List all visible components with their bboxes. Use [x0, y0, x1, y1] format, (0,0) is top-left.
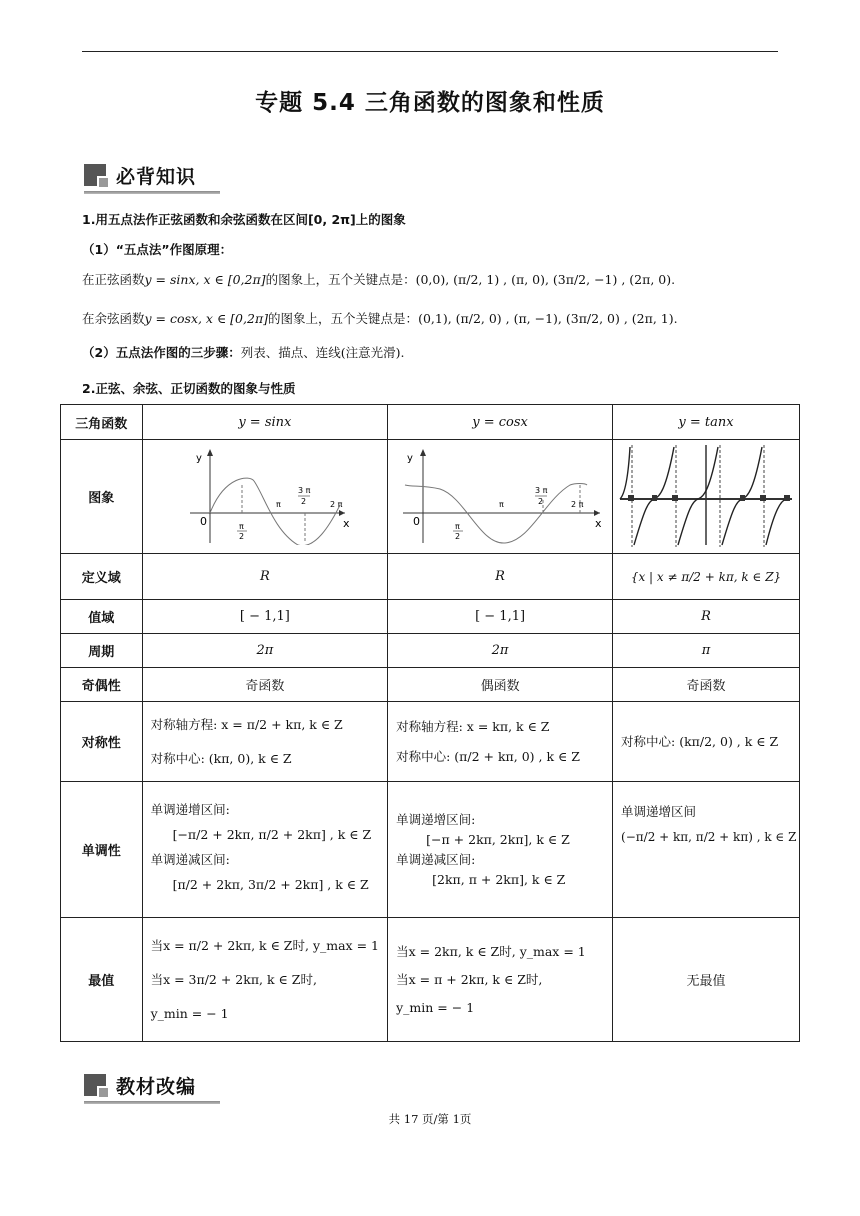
pi-half-num: π: [455, 521, 460, 531]
two-pi-label: 2 π: [571, 499, 584, 509]
cell: [142, 702, 388, 782]
mono-inc: [−π/2 + 2kπ, π/2 + 2kπ] , k ∈ Z: [172, 826, 372, 842]
cell: [613, 702, 800, 782]
row-header: 值域: [61, 600, 143, 634]
tan-graph: [618, 441, 794, 549]
paragraph-2: （1）“五点法”作图原理：: [82, 242, 233, 257]
sin-curve: [210, 478, 340, 545]
sym-axis: 对称轴方程: x = kπ, k ∈ Z: [396, 718, 550, 734]
mono-dec-label: 单调递减区间:: [396, 851, 476, 867]
math-expr: y = sinx, x ∈ [0,2π]: [144, 272, 266, 287]
y-label: y: [407, 452, 413, 464]
ext-max: 当x = 2kπ, k ∈ Z时, y_max = 1: [396, 943, 586, 959]
spacer: [396, 990, 612, 998]
row-header: 单调性: [61, 782, 143, 918]
mono-dec: [π/2 + 2kπ, 3π/2 + 2kπ] , k ∈ Z: [172, 876, 369, 892]
cell: [ − 1,1]: [388, 600, 613, 634]
col-header-tan: y = tanx: [613, 405, 800, 440]
tick-mark: [652, 495, 657, 501]
three-pi-num: 3 π: [535, 485, 548, 495]
pi-half-den: 2: [238, 531, 244, 541]
table-row: [61, 440, 800, 554]
cell: [388, 782, 613, 918]
three-pi-num: 3 π: [297, 485, 311, 495]
tick-mark: [784, 495, 790, 501]
tan-branch: [620, 447, 630, 499]
cos-graph: [395, 445, 605, 545]
tan-graph-cell: [613, 440, 800, 554]
cell: 无最值: [613, 918, 800, 1042]
spacer: [396, 737, 612, 747]
table-row: [61, 634, 800, 668]
sym-center: 对称中心: (kπ, 0), k ∈ Z: [150, 750, 292, 766]
section-header-textbook: [84, 1070, 220, 1104]
sym-center: 对称中心: (kπ/2, 0) , k ∈ Z: [621, 733, 779, 749]
mono-inc-label: 单调递增区间:: [150, 801, 230, 817]
origin-label: 0: [413, 514, 421, 528]
mono-dec: [2kπ, π + 2kπ], k ∈ Z: [432, 871, 566, 887]
mono-dec-label: 单调递减区间:: [150, 851, 230, 867]
cell: 2π: [142, 634, 388, 668]
mono-inc: [−π + 2kπ, 2kπ], k ∈ Z: [426, 831, 570, 847]
row-header: 图象: [61, 440, 143, 554]
x-label: x: [342, 516, 350, 530]
tick-mark: [740, 495, 745, 501]
table-row: [61, 668, 800, 702]
cell: R: [613, 600, 800, 634]
table-row: [61, 405, 800, 440]
cos-graph-cell: [388, 440, 613, 554]
cell: 偶函数: [388, 668, 613, 702]
y-label: y: [195, 452, 202, 464]
cell: 2π: [388, 634, 613, 668]
pi-label: π: [275, 499, 281, 509]
cell: [142, 918, 388, 1042]
tick-mark: [628, 495, 634, 501]
page-title: 专题 5.4 三角函数的图象和性质: [255, 90, 605, 116]
mono-inc-label: 单调递增区间:: [396, 811, 476, 827]
mono-inc: (−π/2 + kπ, π/2 + kπ) , k ∈ Z: [621, 830, 797, 844]
cell: [388, 702, 613, 782]
spacer: [151, 990, 388, 1004]
text: 在余弦函数: [82, 311, 145, 326]
spacer: [151, 735, 388, 749]
cell: [ − 1,1]: [142, 600, 388, 634]
sin-graph-cell: [142, 440, 388, 554]
tan-branch: [678, 447, 718, 545]
ext-min-a: 当x = 3π/2 + 2kπ, k ∈ Z时,: [150, 971, 317, 987]
y-arrow-icon: [207, 449, 213, 456]
page-footer: 共 17 页/第 1页: [388, 1112, 472, 1126]
table-row: [61, 600, 800, 634]
section-title: 必背知识: [116, 166, 197, 188]
col-header-sin: y = sinx: [142, 405, 388, 440]
sym-axis: 对称轴方程: x = π/2 + kπ, k ∈ Z: [150, 716, 343, 732]
text: （2）五点法作图的三步骤：: [82, 345, 241, 360]
row-header: 三角函数: [61, 405, 143, 440]
paragraph-table-title: 2.正弦、余弦、正切函数的图象与性质: [82, 381, 296, 396]
ext-max: 当x = π/2 + 2kπ, k ∈ Z时, y_max = 1: [150, 937, 379, 953]
two-pi-label: 2 π: [329, 499, 343, 509]
pi-label: π: [499, 499, 504, 509]
x-arrow-icon: [594, 510, 600, 516]
header-rule: [82, 51, 778, 52]
row-header: 最值: [61, 918, 143, 1042]
x-arrow-icon: [339, 510, 345, 516]
row-header: 对称性: [61, 702, 143, 782]
key-points: (0,1), (π/2, 0) , (π, −1), (3π/2, 0) , (2π, 1).: [418, 311, 678, 326]
ext-min-b: y_min = − 1: [150, 1005, 229, 1021]
row-header: 定义域: [61, 554, 143, 600]
pi-half-den: 2: [455, 531, 461, 541]
row-header: 奇偶性: [61, 668, 143, 702]
section-title: 教材改编: [116, 1076, 197, 1098]
text: 在正弦函数: [82, 272, 145, 287]
pi-half-num: π: [238, 521, 244, 531]
cell: [388, 918, 613, 1042]
origin-label: 0: [199, 514, 207, 528]
three-pi-den: 2: [300, 496, 306, 506]
tick-mark: [672, 495, 678, 501]
x-label: x: [595, 516, 602, 530]
tick-mark: [760, 495, 766, 501]
three-pi-den: 2: [538, 496, 544, 506]
section-square-inner: [99, 1088, 108, 1097]
row-header: 周期: [61, 634, 143, 668]
cell: 奇函数: [142, 668, 388, 702]
text: 的图象上，五个关键点是：: [265, 272, 416, 287]
section-underline: [84, 1101, 220, 1104]
sym-center: 对称中心: (π/2 + kπ, 0) , k ∈ Z: [396, 748, 580, 764]
text: 的图象上，五个关键点是：: [268, 311, 419, 326]
key-points: (0,0), (π/2, 1) , (π, 0), (3π/2, −1) , (2π, 0).: [415, 272, 676, 287]
math-expr: y = cosx, x ∈ [0,2π]: [144, 311, 269, 326]
table-row: [61, 918, 800, 1042]
mono-inc-label: 单调递增区间: [621, 804, 697, 819]
cell: {x | x ≠ π/2 + kπ, k ∈ Z}: [613, 554, 800, 600]
spacer: [151, 956, 388, 970]
spacer: [396, 962, 612, 970]
section-square-inner: [99, 178, 108, 187]
text: 列表、描点、连线(注意光滑).: [240, 345, 405, 360]
section-underline: [84, 191, 220, 194]
paragraph-sin-keypoints: [82, 270, 675, 288]
y-arrow-icon: [420, 449, 426, 456]
paragraph-1: 1.用五点法作正弦函数和余弦函数在区间[0, 2π]上的图象: [82, 212, 406, 227]
sin-graph: [180, 445, 350, 545]
cell: [142, 782, 388, 918]
table-row: [61, 702, 800, 782]
table-row: [61, 782, 800, 918]
cell: R: [388, 554, 613, 600]
ext-min-a: 当x = π + 2kπ, k ∈ Z时,: [396, 971, 543, 987]
paragraph-cos-keypoints: [82, 309, 678, 327]
tan-branch: [766, 499, 786, 545]
table-row: [61, 554, 800, 600]
cell: [613, 782, 800, 918]
section-header-must-know: [84, 160, 220, 194]
properties-table: [60, 404, 800, 1042]
cell: R: [142, 554, 388, 600]
col-header-cos: y = cosx: [388, 405, 613, 440]
cell: π: [613, 634, 800, 668]
cell: 奇函数: [613, 668, 800, 702]
ext-min-b: y_min = − 1: [396, 999, 475, 1015]
paragraph-3steps: [82, 343, 404, 361]
